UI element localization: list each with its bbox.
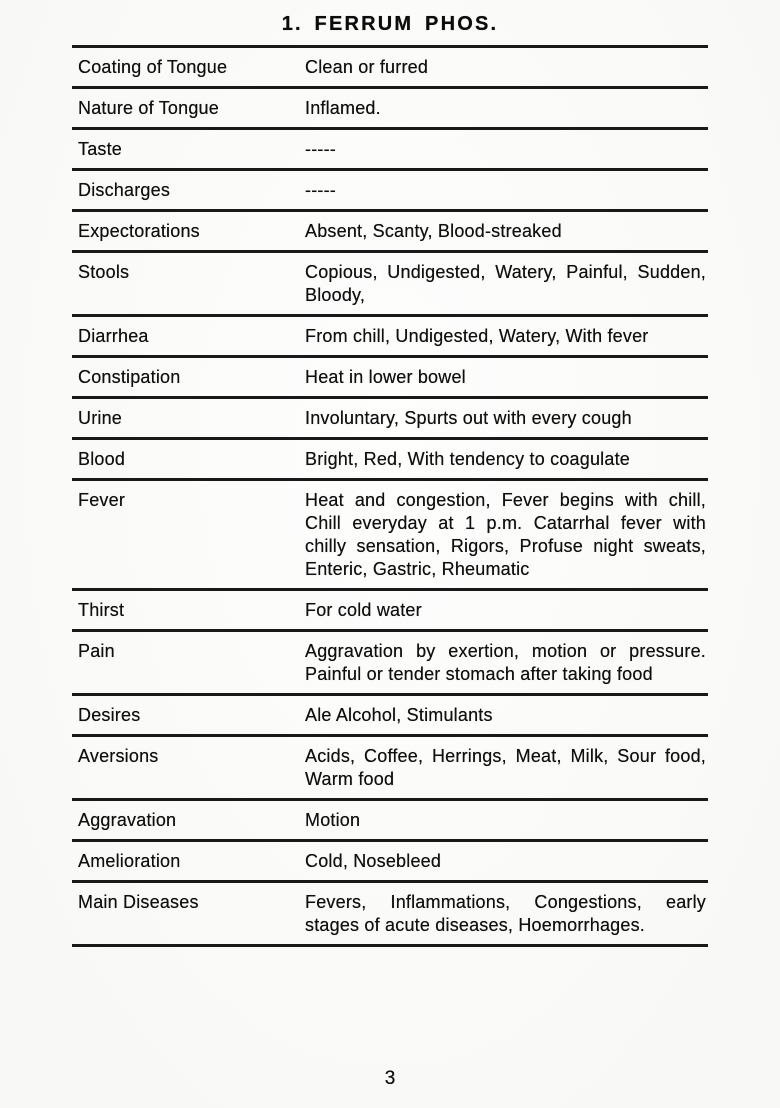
row-label: Fever xyxy=(78,490,126,510)
row-value: For cold water xyxy=(305,600,422,620)
table-row xyxy=(72,839,708,880)
row-value: ----- xyxy=(305,139,336,159)
table-row xyxy=(72,168,708,209)
row-value: From chill, Undigested, Watery, With fever xyxy=(305,326,649,346)
table-row xyxy=(72,880,708,944)
row-value: Absent, Scanty, Blood-streaked xyxy=(305,221,562,241)
table-row xyxy=(72,250,708,314)
row-label: Thirst xyxy=(78,600,125,620)
row-value: Clean or furred xyxy=(305,57,429,77)
row-label: Main Diseases xyxy=(78,892,199,912)
page-number: 3 xyxy=(384,1068,396,1089)
row-label: Desires xyxy=(78,705,141,725)
row-label: Pain xyxy=(78,641,115,661)
table-row xyxy=(72,396,708,437)
row-value: Aggravation by exertion, motion or pressure. Painful or tender stomach after taking food xyxy=(305,641,706,684)
table-row xyxy=(72,355,708,396)
page-title: 1. FERRUM PHOS. xyxy=(281,13,499,35)
row-value: Cold, Nosebleed xyxy=(305,851,442,871)
row-label: Coating of Tongue xyxy=(78,57,228,77)
row-label: Nature of Tongue xyxy=(78,98,219,118)
row-label: Taste xyxy=(78,139,123,159)
row-value: Acids, Coffee, Herrings, Meat, Milk, Sour food, Warm food xyxy=(305,746,706,789)
row-value: ----- xyxy=(305,180,336,200)
table-row xyxy=(72,209,708,250)
row-value: Heat in lower bowel xyxy=(305,367,466,387)
table-row xyxy=(72,693,708,734)
row-value: Fevers, Inflammations, Congestions, early stages of acute diseases, Hoemorrhages. xyxy=(305,892,706,935)
table-row xyxy=(72,437,708,478)
table-row xyxy=(72,734,708,798)
row-label: Constipation xyxy=(78,367,181,387)
row-value: Bright, Red, With tendency to coagulate xyxy=(305,449,630,469)
table-row xyxy=(72,478,708,588)
row-label: Urine xyxy=(78,408,123,428)
table-row xyxy=(72,588,708,629)
row-label: Aversions xyxy=(78,746,159,766)
row-value: Heat and congestion, Fever begins with chill, Chill everyday at 1 p.m. Catarrhal fever with chilly sensation, Rigors, Profuse night sweats, Enteric, Gastric, Rheumatic xyxy=(305,490,706,579)
row-label: Blood xyxy=(78,449,126,469)
table-row xyxy=(72,86,708,127)
row-label: Discharges xyxy=(78,180,171,200)
remedy-table xyxy=(72,45,708,947)
table-row xyxy=(72,629,708,693)
row-label: Stools xyxy=(78,262,130,282)
row-value: Ale Alcohol, Stimulants xyxy=(305,705,493,725)
row-label: Expectorations xyxy=(78,221,200,241)
row-value: Involuntary, Spurts out with every cough xyxy=(305,408,632,428)
table-row xyxy=(72,798,708,839)
row-label: Aggravation xyxy=(78,810,177,830)
table-row xyxy=(72,127,708,168)
table-row xyxy=(72,45,708,86)
row-value: Inflamed. xyxy=(305,98,381,118)
row-value: Copious, Undigested, Watery, Painful, Sudden, Bloody, xyxy=(305,262,706,305)
row-value: Motion xyxy=(305,810,361,830)
table-row xyxy=(72,314,708,355)
row-label: Diarrhea xyxy=(78,326,149,346)
row-label: Amelioration xyxy=(78,851,181,871)
